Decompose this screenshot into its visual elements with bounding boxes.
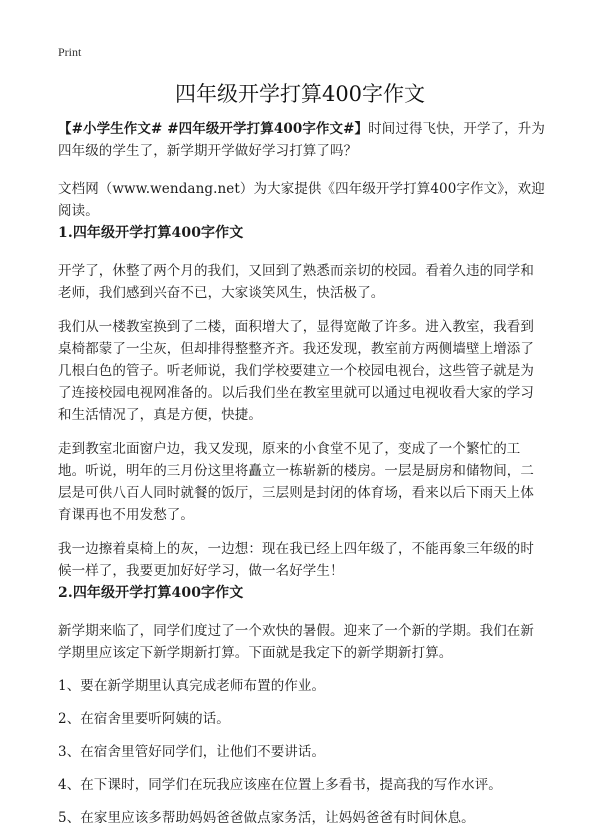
intro-text: 时间过得飞快，开学了，升为四年级的学生了，新学期开学做好学习打算了吗？ bbox=[58, 121, 545, 159]
section-1-paragraph-4: 我一边擦着桌椅上的灰，一边想：现在我已经上四年级了，不能再象三年级的时候一样了，我要更加好好学习，做一名好学生！ bbox=[58, 541, 534, 579]
intro-paragraph bbox=[58, 118, 546, 162]
article-body bbox=[58, 118, 546, 829]
section-1-heading: 1.四年级开学打算400字作文 bbox=[58, 225, 244, 241]
list-item-5: 5、在家里应该多帮助妈妈爸爸做点家务活，让妈妈爸爸有时间休息。 bbox=[58, 810, 475, 826]
list-item-4: 4、在下课时，同学们在玩我应该座在位置上多看书，提高我的写作水评。 bbox=[58, 777, 502, 793]
intro-tags[interactable]: 【#小学生作文# #四年级开学打算400字作文#】 bbox=[58, 121, 369, 137]
section-1-paragraph-1: 开学了，休整了两个月的我们，又回到了熟悉而亲切的校园。看着久违的同学和老师，我们感到兴奋不已，大家谈笑风生，快活极了。 bbox=[58, 263, 534, 301]
section-2-heading: 2.四年级开学打算400字作文 bbox=[58, 585, 244, 601]
list-item-1: 1、要在新学期里认真完成老师布置的作业。 bbox=[58, 678, 326, 694]
section-1-paragraph-3: 走到教室北面窗户边，我又发现，原来的小食堂不见了，变成了一个繁忙的工地。听说，明年的三月份这里将矗立一栋崭新的楼房。一层是厨房和储物间，二层是可供八百人同时就餐的饭厅，三层则是封闭的体育场，看来以后下雨天上体育课再也不用发愁了。 bbox=[58, 441, 534, 523]
list-item-2: 2、在宿舍里要听阿姨的话。 bbox=[58, 711, 230, 727]
page-title: 四年级开学打算400字作文 bbox=[174, 82, 426, 106]
print-link[interactable]: Print bbox=[58, 45, 82, 59]
source-paragraph: 文档网（www.wendang.net）为大家提供《四年级开学打算400字作文》，欢迎阅读。 bbox=[58, 181, 545, 219]
section-2-intro: 新学期来临了，同学们度过了一个欢快的暑假。迎来了一个新的学期。我们在新学期里应该定下新学期新打算。下面就是我定下的新学期新打算。 bbox=[58, 623, 534, 661]
section-1-paragraph-2: 我们从一楼教室换到了二楼，面积增大了，显得宽敞了许多。进入教室，我看到桌椅都蒙了一尘灰，但却排得整整齐齐。我还发现，教室前方两侧墙壁上增添了几根白色的管子。听老师说，我们学校要建立一个校园电视台，这些管子就是为了连接校园电视网准备的。以后我们坐在教室里就可以通过电视收看大家的学习和生活情况了，真是方便，快捷。 bbox=[58, 319, 534, 423]
list-item-3: 3、在宿舍里管好同学们，让他们不要讲话。 bbox=[58, 744, 326, 760]
